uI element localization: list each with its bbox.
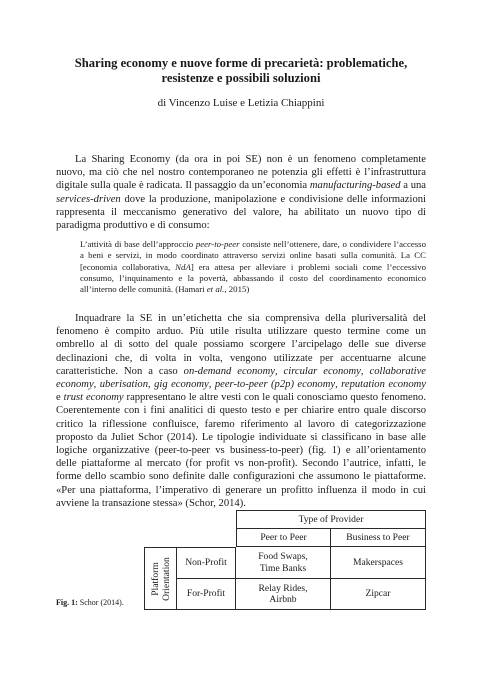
p2-italic-6: peer-to-peer (p2p) economy [214,379,336,391]
type-of-provider-header: Type of Provider [236,510,426,529]
food-swaps-line-2: Time Banks [259,562,307,574]
p2-sep-c: , [360,365,370,377]
cell-food-swaps-text [258,551,308,574]
p2-italic-4: uberisation [99,379,149,391]
p1-text-a: La Sharing Economy (da ora in poi SE) non è un fenomeno completamente nuovo, ma ciò che nel nostro contemporaneo ne potenzia gli effetti è l’infrastruttura digitale sulla quale è radicata. Il passaggio da un’economia [56,154,426,192]
figure-schor-table [144,510,426,610]
platform-orientation-header [144,547,177,610]
p2-sep-f: , [208,379,215,391]
relay-rides-line-1: Relay Rides, [258,582,308,594]
relay-rides-line-2: Airbnb [269,594,297,605]
cell-zipcar: Zipcar [331,579,426,610]
caption-label: Fig. 1: [56,598,78,607]
p2-sep-e: , [148,379,155,391]
article-title [40,56,442,86]
cell-makerspaces: Makerspaces [331,547,426,579]
block-quote [80,239,426,295]
title-line-2: resistenze e possibili soluzioni [161,71,321,85]
caption-text: Schor (2014). [77,598,124,607]
article-authors: di Vincenzo Luise e Letizia Chiappini [157,97,325,109]
p1-italic-1: manufacturing-based [309,180,401,192]
p2-italic-3: collaborative economy [56,365,426,391]
p2-italic-2: circular economy [283,365,361,377]
quote-italic-2: NdA [175,261,191,272]
quote-text-c: ] era attesa per alleviare i problemi sociali come l’eccessivo consumo, l’inquinamento e la povertà, abbassando il costo del coordinamento economico all’interno delle comunità. (Hamari [80,261,426,295]
figure-caption [56,598,124,607]
paragraph-1 [56,153,426,232]
p2-italic-5: gig economy [154,379,209,391]
quote-italic-3: et al. [206,284,225,295]
p2-italic-7: reputation economy [341,379,426,391]
p2-sep-b: , [274,365,284,377]
cell-relay-rides-text [258,583,307,606]
quote-text-b: consiste nell’ottenere, dare, o condividere l’accesso a beni e servizi, in modo coordinato attraverso servizi online basati sulla comunità. La CC [economia collaborativa, [80,239,426,272]
quote-text-a: L’attività di base dell’approccio [80,239,196,249]
quote-text-d: , 2015) [224,284,250,295]
business-to-peer-header: Business to Peer [331,529,426,547]
platform-label: Platform [149,561,161,596]
platform-orientation-label [150,557,172,601]
p2-text-j: rappresentano le altre vesti con le quali conosciamo questo fenomeno. Coerentemente con i fini analitici di questo testo e per chiarire entro quale discorso critico la riflessione confluisce, faremo riferimento al lavoro di categorizzazione proposto da Juliet Schor (2014). Le tipologie individuate si classificano in base alle logiche organizzative (peer-to-peer vs business-to-peer) (fig. 1) e all’orientamento delle piattaforme al mercato (for profit vs non-profit). Secondo l’autrice, infatti, le forme dello scambio sono definite dalle configurazioni che assumono le piattaforme. «Per una piattaforma, l’imperativo di generare un profitto influenza il modo in cui avviene la transazione stessa» (Schor, 2014). [56,392,427,509]
p2-sep-g: , [335,379,342,391]
title-line-1: Sharing economy e nuove forme di precarietà: problematiche, [74,56,408,70]
cell-relay-rides [236,579,331,610]
quote-italic-1: peer-to-peer [195,239,240,249]
orientation-label: Orientation [160,556,172,601]
p1-text-b: a una [400,180,427,192]
p2-sep-h: e [56,392,64,404]
p2-italic-8: trust economy [63,392,124,404]
p2-italic-1: on-demand economy [183,365,275,377]
cell-food-swaps [236,547,331,579]
p2-sep-d: , [93,379,100,391]
p1-italic-2: services-driven [56,193,121,205]
paragraph-2 [56,312,426,510]
p1-text-c: dove la produzione, manipolazione e condivisione delle informazioni rappresenta il meccanismo generativo del valore, ha abilitato un nuovo tipo di paradigma produttivo e di consumo: [56,193,426,232]
p2-text-a: Inquadrare la SE in un’etichetta che sia comprensiva della pluriversalità del fenomeno è compito arduo. Più utile risulta utilizzare questo termine come un ombrello al di sotto del quale possiamo scorgere l’arcipelago delle sue diverse declinazioni che, di volta in volta, vengono utilizzate per accentuarne alcune caratteristiche. Non a caso [56,313,426,377]
for-profit-header: For-Profit [177,579,236,610]
non-profit-header: Non-Profit [177,547,236,579]
food-swaps-line-1: Food Swaps, [258,551,308,562]
peer-to-peer-header: Peer to Peer [236,529,331,547]
